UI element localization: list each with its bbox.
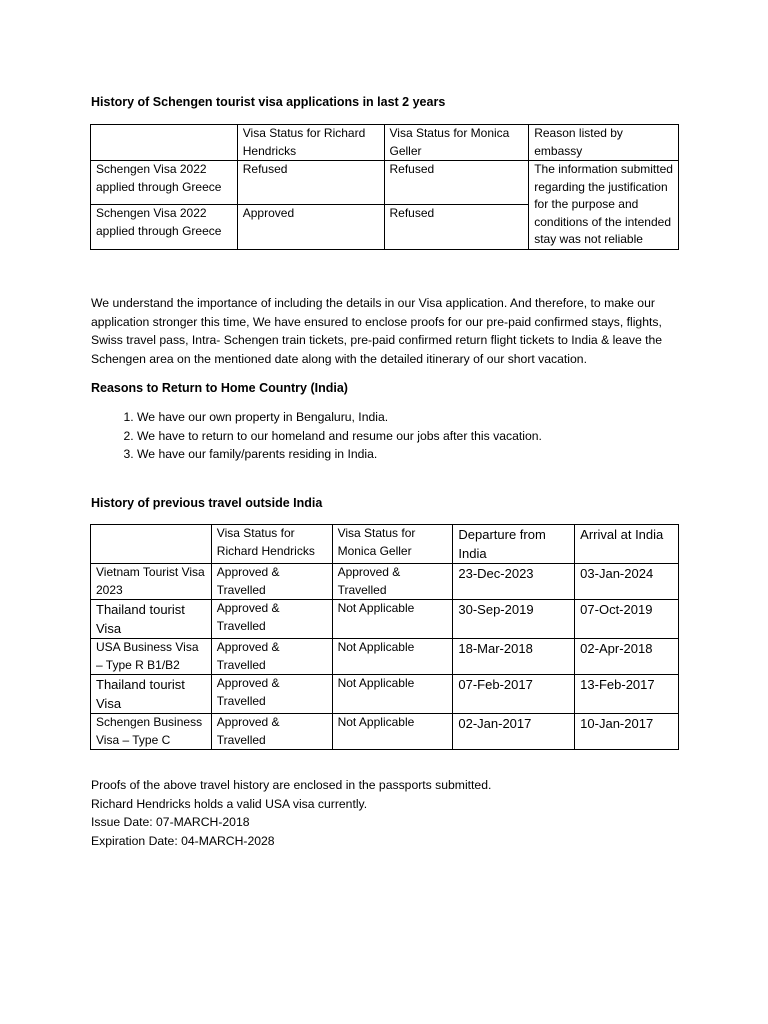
table-cell-monica-status: Not Applicable bbox=[332, 639, 453, 675]
list-item: 3. We have our family/parents residing in India. bbox=[137, 445, 697, 464]
table-cell-monica-status: Approved & Travelled bbox=[332, 564, 453, 600]
usa-visa-note: Richard Hendricks holds a valid USA visa currently. bbox=[91, 796, 368, 811]
table-cell-visa: Thailand tourist Visa bbox=[91, 600, 212, 639]
list-item: 1. We have our own property in Bengaluru, India. bbox=[137, 408, 697, 427]
table-header-cell bbox=[91, 525, 212, 564]
table-cell-richard-status: Refused bbox=[237, 161, 384, 205]
expiration-date: Expiration Date: 04-MARCH-2028 bbox=[91, 833, 275, 848]
table-cell-embassy-reason: The information submitted regarding the justification for the purpose and conditions of the intended stay was not reliable bbox=[529, 161, 679, 250]
table-cell-visa: USA Business Visa – Type R B1/B2 bbox=[91, 639, 212, 675]
table-cell-departure: 23-Dec-2023 bbox=[453, 564, 575, 600]
table-cell-richard-status: Approved & Travelled bbox=[211, 675, 332, 714]
table-cell-richard-status: Approved & Travelled bbox=[211, 564, 332, 600]
schengen-history-table bbox=[90, 124, 679, 250]
table-cell-departure: 30-Sep-2019 bbox=[453, 600, 575, 639]
table-cell-arrival: 03-Jan-2024 bbox=[575, 564, 679, 600]
table-cell-arrival: 07-Oct-2019 bbox=[575, 600, 679, 639]
travel-history-heading: History of previous travel outside India bbox=[91, 496, 323, 510]
table-row bbox=[91, 714, 679, 750]
table-cell-richard-status: Approved bbox=[237, 205, 384, 249]
table-header-cell: Visa Status for Richard Hendricks bbox=[237, 125, 384, 161]
table-header-cell: Visa Status for Monica Geller bbox=[384, 125, 529, 161]
table-cell-departure: 07-Feb-2017 bbox=[453, 675, 575, 714]
table-cell-richard-status: Approved & Travelled bbox=[211, 639, 332, 675]
schengen-history-heading: History of Schengen tourist visa applications in last 2 years bbox=[91, 95, 446, 109]
table-row bbox=[91, 600, 679, 639]
table-cell-visa: Schengen Business Visa – Type C bbox=[91, 714, 212, 750]
table-header-cell: Arrival at India bbox=[575, 525, 679, 564]
table-cell-departure: 18-Mar-2018 bbox=[453, 639, 575, 675]
list-item: 2. We have to return to our homeland and resume our jobs after this vacation. bbox=[137, 427, 697, 446]
travel-history-table bbox=[90, 524, 679, 750]
table-header-cell bbox=[91, 125, 238, 161]
table-header-row bbox=[91, 125, 679, 161]
table-cell-application: Schengen Visa 2022 applied through Greece bbox=[91, 161, 238, 205]
table-cell-richard-status: Approved & Travelled bbox=[211, 600, 332, 639]
reasons-heading: Reasons to Return to Home Country (India) bbox=[91, 381, 348, 395]
table-header-cell: Departure from India bbox=[453, 525, 575, 564]
table-cell-monica-status: Refused bbox=[384, 161, 529, 205]
table-header-cell: Visa Status for Richard Hendricks bbox=[211, 525, 332, 564]
table-cell-monica-status: Refused bbox=[384, 205, 529, 249]
closing-notes bbox=[91, 776, 491, 850]
table-cell-visa: Thailand tourist Visa bbox=[91, 675, 212, 714]
table-cell-arrival: 02-Apr-2018 bbox=[575, 639, 679, 675]
application-paragraph: We understand the importance of including the details in our Visa application. And therefore, to make our application stronger this time, We have ensured to enclose proofs for our pre-paid confirmed stays, flights, Swiss travel pass, Intra- Schengen train tickets, pre-paid confirmed return flight tickets to India & leave the Schengen area on the mentioned date along with the detailed itinerary of our short vacation. bbox=[91, 296, 663, 366]
table-header-row bbox=[91, 525, 679, 564]
table-row bbox=[91, 564, 679, 600]
table-header-cell: Reason listed by embassy bbox=[529, 125, 679, 161]
proofs-note: Proofs of the above travel history are enclosed in the passports submitted. bbox=[91, 778, 492, 792]
table-cell-monica-status: Not Applicable bbox=[332, 714, 453, 750]
table-row bbox=[91, 161, 679, 205]
table-cell-arrival: 13-Feb-2017 bbox=[575, 675, 679, 714]
table-row bbox=[91, 639, 679, 675]
table-header-cell: Visa Status for Monica Geller bbox=[332, 525, 453, 564]
reasons-list bbox=[91, 408, 697, 464]
table-cell-departure: 02-Jan-2017 bbox=[453, 714, 575, 750]
table-row bbox=[91, 675, 679, 714]
table-cell-visa: Vietnam Tourist Visa 2023 bbox=[91, 564, 212, 600]
table-cell-monica-status: Not Applicable bbox=[332, 675, 453, 714]
table-cell-richard-status: Approved & Travelled bbox=[211, 714, 332, 750]
table-cell-monica-status: Not Applicable bbox=[332, 600, 453, 639]
table-cell-arrival: 10-Jan-2017 bbox=[575, 714, 679, 750]
issue-date: Issue Date: 07-MARCH-2018 bbox=[91, 815, 250, 830]
table-cell-application: Schengen Visa 2022 applied through Greece bbox=[91, 205, 238, 249]
